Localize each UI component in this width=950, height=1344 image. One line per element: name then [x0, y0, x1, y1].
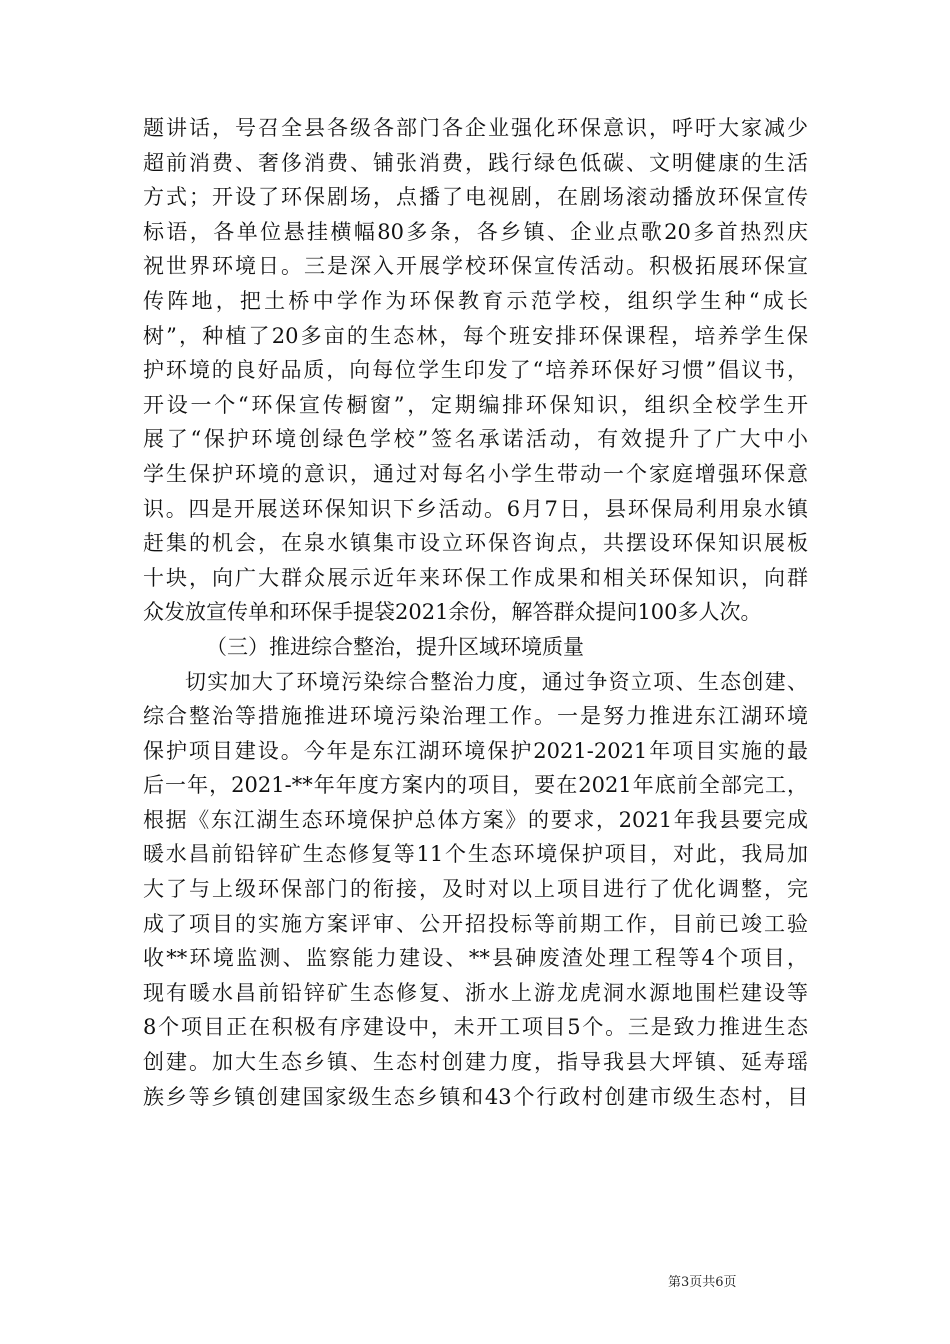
document-body: [143, 111, 808, 1114]
body-line: 收**环境监测、监察能力建设、**县砷废渣处理工程等4个项目，: [143, 946, 808, 971]
body-line: 根据《东江湖生态环境保护总体方案》的要求，2021年我县要完成: [143, 807, 808, 832]
body-line: 祝世界环境日。三是深入开展学校环保宣传活动。积极拓展环保宣: [143, 254, 808, 279]
body-line: 识。四是开展送环保知识下乡活动。6月7日，县环保局利用泉水镇: [143, 496, 808, 521]
body-line: 护环境的良好品质，向每位学生印发了“培养环保好习惯”倡议书，: [143, 358, 808, 383]
body-line: 学生保护环境的意识，通过对每名小学生带动一个家庭增强环保意: [143, 461, 808, 486]
body-line: 大了与上级环保部门的衔接，及时对以上项目进行了优化调整，完: [143, 877, 808, 902]
paragraph-first-line: 切实加大了环境污染综合整治力度，通过争资立项、生态创建、: [185, 669, 808, 694]
body-line: 树”，种植了20多亩的生态林，每个班安排环保课程，培养学生保: [143, 323, 808, 348]
body-line: 成了项目的实施方案评审、公开招投标等前期工作，目前已竣工验: [143, 911, 808, 936]
body-line: 众发放宣传单和环保手提袋2021余份，解答群众提问100多人次。: [143, 600, 762, 625]
body-line: 传阵地，把土桥中学作为环保教育示范学校，组织学生种“成长: [143, 288, 808, 313]
body-line: 超前消费、奢侈消费、铺张消费，践行绿色低碳、文明健康的生活: [143, 150, 808, 175]
body-line: 开设一个“环保宣传橱窗”，定期编排环保知识，组织全校学生开: [143, 392, 808, 417]
body-line: 保护项目建设。今年是东江湖环境保护2021-2021年项目实施的最: [143, 738, 808, 763]
body-line: 现有暖水昌前铅锌矿生态修复、浙水上游龙虎洞水源地围栏建设等: [143, 980, 808, 1005]
body-line: 方式；开设了环保剧场，点播了电视剧，在剧场滚动播放环保宣传: [143, 185, 808, 210]
body-line: 展了“保护环境创绿色学校”签名承诺活动，有效提升了广大中小: [143, 427, 808, 452]
body-line: 题讲话，号召全县各级各部门各企业强化环保意识，呼吁大家减少: [143, 116, 808, 140]
section-heading: （三）推进综合整治，提升区域环境质量: [206, 634, 584, 659]
body-line: 综合整治等措施推进环境污染治理工作。一是努力推进东江湖环境: [143, 704, 808, 729]
body-line: 后一年，2021-**年年度方案内的项目，要在2021年底前全部完工，: [143, 773, 808, 798]
body-line: 十块，向广大群众展示近年来环保工作成果和相关环保知识，向群: [143, 565, 808, 590]
body-line: 赶集的机会，在泉水镇集市设立环保咨询点，共摆设环保知识展板: [143, 531, 808, 556]
body-line: 标语，各单位悬挂横幅80多条，各乡镇、企业点歌20多首热烈庆: [143, 219, 808, 244]
page-number: 第3页共6页: [668, 1275, 737, 1290]
body-line: 8个项目正在积极有序建设中，未开工项目5个。三是致力推进生态: [143, 1015, 808, 1040]
body-line: 族乡等乡镇创建国家级生态乡镇和43个行政村创建市级生态村，目: [143, 1084, 808, 1109]
body-line: 创建。加大生态乡镇、生态村创建力度，指导我县大坪镇、延寿瑶: [143, 1050, 808, 1075]
body-line: 暖水昌前铅锌矿生态修复等11个生态环境保护项目，对此，我局加: [143, 842, 808, 867]
